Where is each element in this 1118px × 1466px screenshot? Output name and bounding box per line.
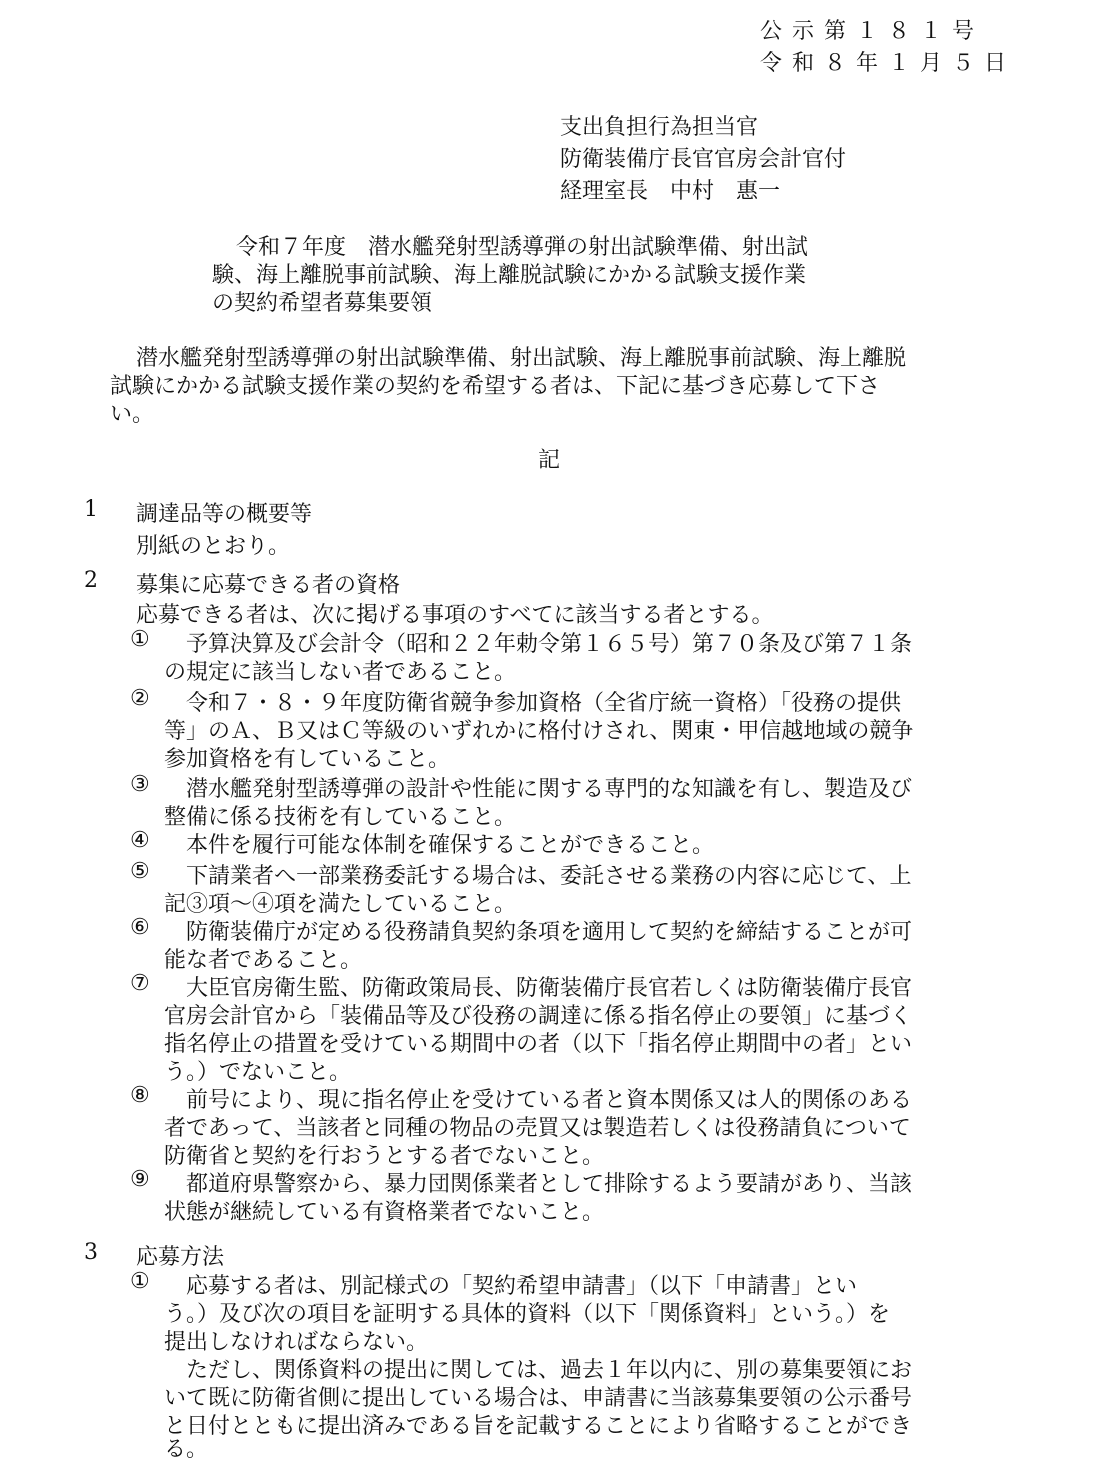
section-body: 応募できる者は、次に掲げる事項のすべてに該当する者とする。 xyxy=(136,603,774,628)
item-line: 下請業者へ一部業務委託する場合は、委託させる業務の内容に応じて、上 xyxy=(186,864,912,889)
item-line: 応募する者は、別記様式の「契約希望申請書」（以下「申請書」とい xyxy=(186,1274,858,1299)
item-mark: ⑥ xyxy=(130,915,150,940)
item-line: 記③項～④項を満たしていること。 xyxy=(164,892,517,917)
item-line: 前号により、現に指名停止を受けている者と資本関係又は人的関係のある xyxy=(186,1088,913,1113)
section-number: 2 xyxy=(84,568,98,593)
item-mark: ④ xyxy=(130,828,150,853)
item-line: と日付とともに提出済みである旨を記載することにより省略することができ xyxy=(164,1414,913,1439)
item-line: 防衛装備庁が定める役務請負契約条項を適用して契約を締結することが可 xyxy=(186,920,913,945)
item-line: る。 xyxy=(164,1437,209,1462)
doc-title-line-2: 験、海上離脱事前試験、海上離脱試験にかかる試験支援作業 xyxy=(212,263,807,288)
item-line: う。）及び次の項目を証明する具体的資料（以下「関係資料」という。）を xyxy=(164,1302,891,1327)
item-mark: ① xyxy=(130,627,150,652)
item-line: 都道府県警察から、暴力団関係業者として排除するよう要請があり、当該 xyxy=(186,1172,913,1197)
item-mark: ⑨ xyxy=(130,1167,150,1192)
item-mark: ① xyxy=(130,1269,150,1294)
item-line: 指名停止の措置を受けている期間中の者（以下「指名停止期間中の者」とい xyxy=(164,1032,913,1057)
item-line: 提出しなければならない。 xyxy=(164,1330,429,1355)
item-mark: ② xyxy=(130,686,150,711)
signatory-office: 防衛装備庁長官官房会計官付 xyxy=(560,147,847,172)
item-mark: ⑦ xyxy=(130,971,150,996)
item-mark: ⑧ xyxy=(130,1083,150,1108)
item-line: う。）でないこと。 xyxy=(164,1060,352,1085)
intro-line-2: 試験にかかる試験支援作業の契約を希望する者は、下記に基づき応募して下さ xyxy=(110,374,881,399)
item-line: の規定に該当しない者であること。 xyxy=(164,660,517,685)
notice-date: 令和８年１月５日 xyxy=(760,51,1017,76)
item-line: 予算決算及び会計令（昭和２２年勅令第１６５号）第７０条及び第７１条 xyxy=(186,632,913,657)
section-title: 調達品等の概要等 xyxy=(136,502,313,527)
section-body: 別紙のとおり。 xyxy=(136,534,291,559)
item-line: いて既に防衛省側に提出している場合は、申請書に当該募集要領の公示番号 xyxy=(164,1386,913,1411)
item-line: 能な者であること。 xyxy=(164,948,363,973)
signatory-name: 経理室長 中村 惠一 xyxy=(560,179,781,204)
notice-number: 公示第１８１号 xyxy=(760,19,985,44)
item-line: 潜水艦発射型誘導弾の設計や性能に関する専門的な知識を有し、製造及び xyxy=(186,777,913,802)
item-line: 者であって、当該者と同種の物品の売買又は製造若しくは役務請負について xyxy=(164,1116,911,1141)
signatory-title: 支出負担行為担当官 xyxy=(560,115,759,140)
item-line: 大臣官房衛生監、防衛政策局長、防衛装備庁長官若しくは防衛装備庁長官 xyxy=(186,976,913,1001)
item-mark: ⑤ xyxy=(130,859,150,884)
item-line: 本件を履行可能な体制を確保することができること。 xyxy=(186,833,715,858)
ki-heading: 記 xyxy=(538,448,561,473)
item-line: 等」のＡ、Ｂ又はＣ等級のいずれかに格付けされ、関東・甲信越地域の競争 xyxy=(164,719,914,744)
item-line: 整備に係る技術を有していること。 xyxy=(164,805,517,830)
section-title: 応募方法 xyxy=(136,1245,225,1270)
item-line: 参加資格を有していること。 xyxy=(164,747,451,772)
section-number: 1 xyxy=(84,497,98,522)
item-line: ただし、関係資料の提出に関しては、過去１年以内に、別の募集要領にお xyxy=(186,1358,913,1383)
doc-title-line-1: 令和７年度 潜水艦発射型誘導弾の射出試験準備、射出試 xyxy=(236,235,809,260)
intro-line-3: い。 xyxy=(110,402,155,427)
item-line: 防衛省と契約を行おうとする者でないこと。 xyxy=(164,1144,605,1169)
item-line: 令和７・８・９年度防衛省競争参加資格（全省庁統一資格）「役務の提供 xyxy=(186,691,902,716)
section-title: 募集に応募できる者の資格 xyxy=(136,573,401,598)
doc-title-line-3: の契約希望者募集要領 xyxy=(212,291,433,316)
item-line: 官房会計官から「装備品等及び役務の調達に係る指名停止の要領」に基づく xyxy=(164,1004,913,1029)
item-mark: ③ xyxy=(130,772,150,797)
item-line: 状態が継続している有資格業者でないこと。 xyxy=(164,1200,605,1225)
section-number: 3 xyxy=(84,1240,98,1265)
intro-line-1: 潜水艦発射型誘導弾の射出試験準備、射出試験、海上離脱事前試験、海上離脱 xyxy=(136,346,907,371)
